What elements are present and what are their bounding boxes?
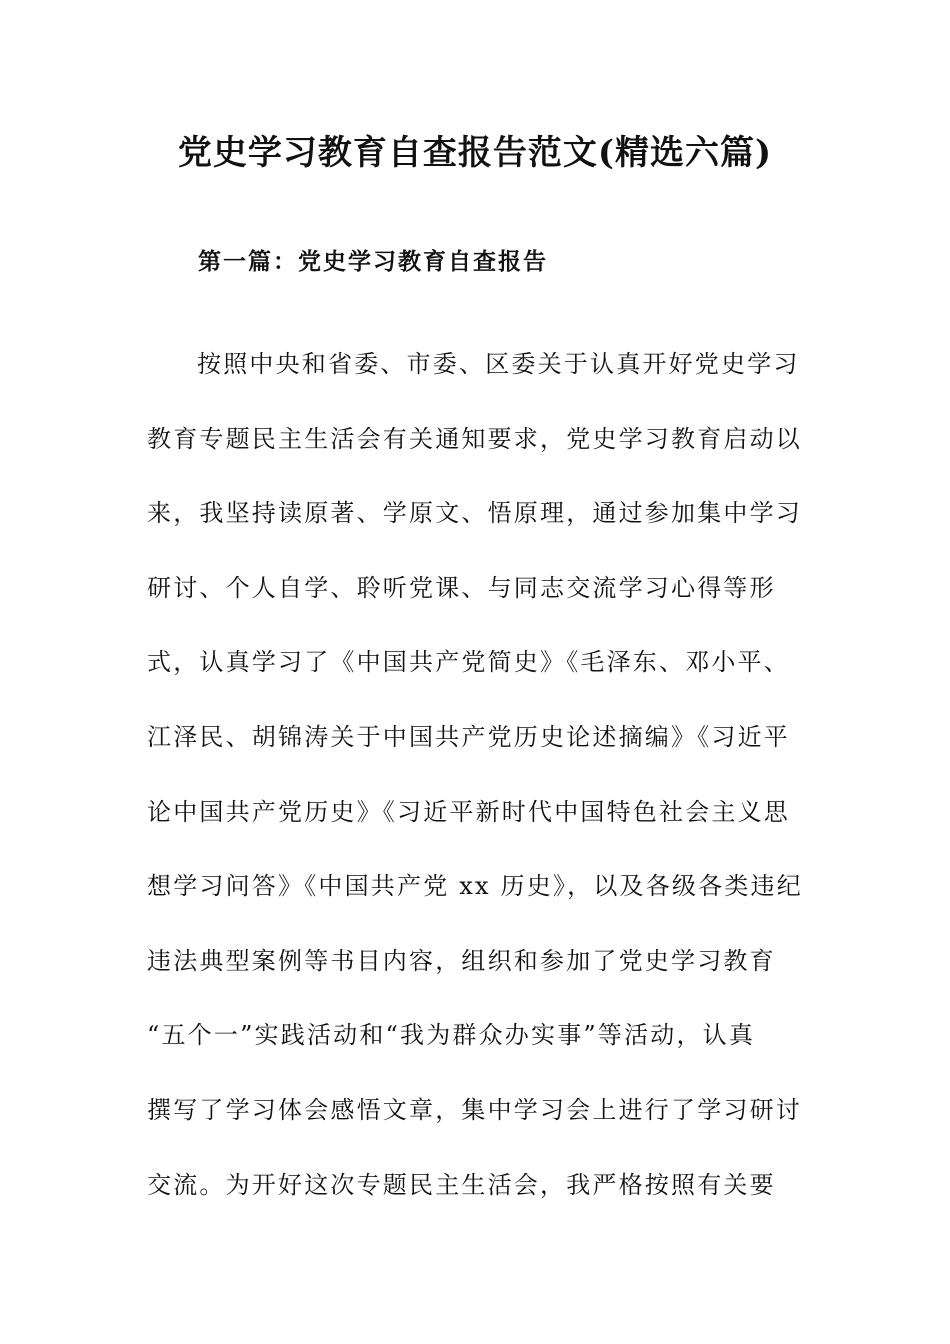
body-line: 撰写了学习体会感悟文章，集中学习会上进行了学习研讨 bbox=[147, 1095, 802, 1124]
body-line: 江泽民、胡锦涛关于中国共产党历史论述摘编》《习近平 bbox=[147, 722, 790, 751]
section-heading: 第一篇：党史学习教育自查报告 bbox=[198, 249, 548, 275]
body-line: 来，我坚持读原著、学原文、悟原理，通过参加集中学习 bbox=[147, 499, 802, 528]
body-line: “五个一”实践活动和“我为群众办实事”等活动，认真 bbox=[147, 1021, 756, 1050]
body-line: 交流。为开好这次专题民主生活会，我严格按照有关要 bbox=[147, 1170, 776, 1199]
body-line: 式，认真学习了《中国共产党简史》《毛泽东、邓小平、 bbox=[147, 648, 790, 677]
body-line: 违法典型案例等书目内容，组织和参加了党史学习教育 bbox=[147, 946, 776, 975]
body-line: 按照中央和省委、市委、区委关于认真开好党史学习 bbox=[197, 350, 800, 378]
body-line: 想学习问答》《中国共产党 xx 历史》，以及各级各类违纪 bbox=[147, 872, 803, 901]
document-title: 党史学习教育自查报告范文(精选六篇) bbox=[177, 133, 773, 173]
body-line: 研讨、个人自学、聆听党课、与同志交流学习心得等形 bbox=[147, 573, 776, 602]
body-line: 论中国共产党历史》《习近平新时代中国特色社会主义思 bbox=[147, 797, 790, 826]
body-paragraph bbox=[147, 340, 807, 1235]
body-line: 教育专题民主生活会有关通知要求，党史学习教育启动以 bbox=[147, 424, 802, 453]
